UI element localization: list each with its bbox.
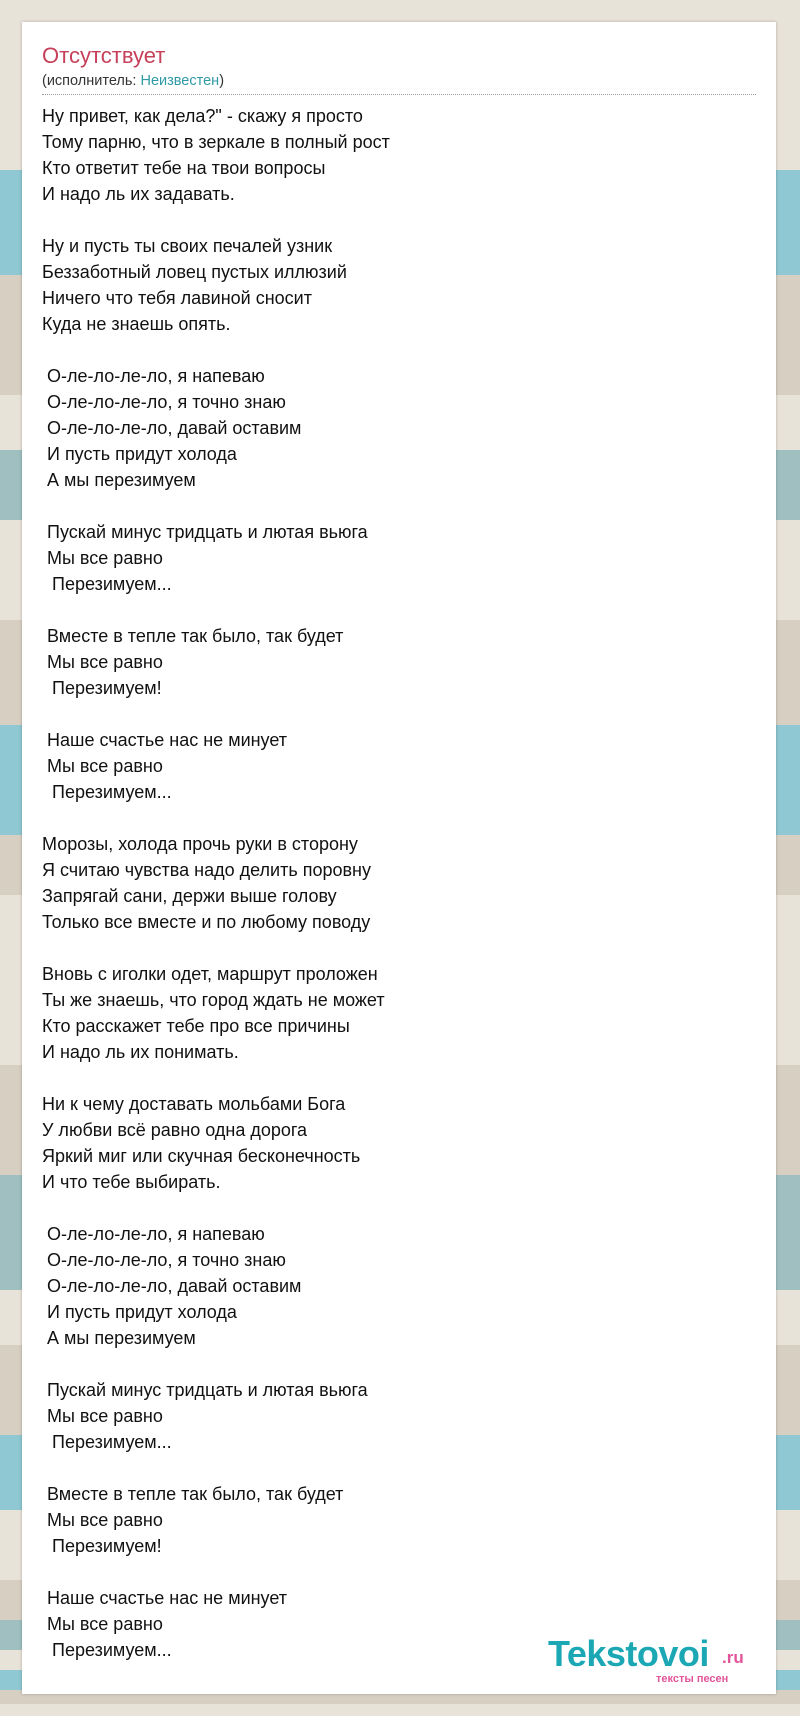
lyric-line: Перезимуем... — [42, 1640, 172, 1660]
lyric-line: А мы перезимуем — [42, 470, 196, 490]
lyric-blank-line — [42, 207, 762, 233]
lyrics-text — [42, 103, 762, 1663]
lyric-line: Беззаботный ловец пустых иллюзий — [42, 262, 347, 282]
artist-prefix: (исполнитель: — [42, 73, 141, 89]
lyric-line: Ни к чему доставать мольбами Бога — [42, 1094, 346, 1114]
lyric-line: Пускай минус тридцать и лютая вьюга — [42, 522, 368, 542]
lyric-line: Вместе в тепле так было, так будет — [42, 626, 344, 646]
lyric-line: Перезимуем! — [42, 1536, 162, 1556]
lyric-blank-line — [42, 935, 762, 961]
lyric-line: И надо ль их понимать. — [42, 1042, 239, 1062]
lyric-line: О-ле-ло-ле-ло, я напеваю — [42, 366, 265, 386]
artist-line — [42, 72, 224, 90]
lyric-line: Ничего что тебя лавиной сносит — [42, 288, 312, 308]
lyric-line: Яркий миг или скучная бесконечность — [42, 1146, 361, 1166]
lyric-line: У любви всё равно одна дорога — [42, 1120, 308, 1140]
lyric-line: Мы все равно — [42, 548, 163, 568]
lyric-line: И пусть придут холода — [42, 1302, 237, 1322]
lyric-line: Только все вместе и по любому поводу — [42, 912, 371, 932]
lyric-line: И что тебе выбирать. — [42, 1172, 221, 1192]
lyric-line: О-ле-ло-ле-ло, давай оставим — [42, 418, 302, 438]
lyric-line: Мы все равно — [42, 1510, 163, 1530]
lyric-blank-line — [42, 1559, 762, 1585]
lyric-blank-line — [42, 1195, 762, 1221]
lyric-blank-line — [42, 597, 762, 623]
song-title: Отсутствует — [42, 43, 166, 68]
lyric-line: Ну привет, как дела?" - скажу я просто — [42, 106, 363, 126]
logo-tagline: тексты песен — [656, 1673, 729, 1685]
lyric-line: Мы все равно — [42, 756, 163, 776]
lyric-blank-line — [42, 1351, 762, 1377]
artist-suffix: ) — [219, 73, 225, 89]
lyrics-card — [22, 22, 776, 1694]
lyric-line: Вместе в тепле так было, так будет — [42, 1484, 344, 1504]
lyric-blank-line — [42, 1065, 762, 1091]
lyric-line: Тому парню, что в зеркале в полный рост — [42, 132, 390, 152]
lyric-line: А мы перезимуем — [42, 1328, 196, 1348]
lyric-line: Мы все равно — [42, 1406, 163, 1426]
lyric-line: Наше счастье нас не минует — [42, 730, 288, 750]
lyric-line: Запрягай сани, держи выше голову — [42, 886, 337, 906]
lyric-line: Кто ответит тебе на твои вопросы — [42, 158, 326, 178]
lyric-line: О-ле-ло-ле-ло, я точно знаю — [42, 1250, 286, 1270]
lyric-line: Перезимуем! — [42, 678, 162, 698]
lyric-line: Перезимуем... — [42, 1432, 172, 1452]
lyric-blank-line — [42, 1455, 762, 1481]
lyric-line: Кто расскажет тебе про все причины — [42, 1016, 350, 1036]
lyric-blank-line — [42, 493, 762, 519]
lyric-line: Ты же знаешь, что город ждать не может — [42, 990, 385, 1010]
lyric-line: Мы все равно — [42, 1614, 163, 1634]
lyric-line: Перезимуем... — [42, 574, 172, 594]
artist-link[interactable]: Неизвестен — [140, 73, 220, 89]
lyric-line: Перезимуем... — [42, 782, 172, 802]
lyric-line: И пусть придут холода — [42, 444, 237, 464]
lyric-line: Я считаю чувства надо делить поровну — [42, 860, 371, 880]
site-logo[interactable] — [548, 1634, 768, 1696]
lyric-blank-line — [42, 805, 762, 831]
lyric-line: О-ле-ло-ле-ло, я напеваю — [42, 1224, 265, 1244]
lyric-blank-line — [42, 701, 762, 727]
lyric-line: Морозы, холода прочь руки в сторону — [42, 834, 358, 854]
title-divider — [42, 94, 756, 95]
lyric-line: Вновь с иголки одет, маршрут проложен — [42, 964, 378, 984]
lyric-line: О-ле-ло-ле-ло, я точно знаю — [42, 392, 286, 412]
background-stripe — [0, 1704, 800, 1716]
lyric-blank-line — [42, 337, 762, 363]
lyric-line: Куда не знаешь опять. — [42, 314, 231, 334]
lyric-line: И надо ль их задавать. — [42, 184, 235, 204]
lyric-line: Мы все равно — [42, 652, 163, 672]
lyric-line: О-ле-ло-ле-ло, давай оставим — [42, 1276, 302, 1296]
lyric-line: Пускай минус тридцать и лютая вьюга — [42, 1380, 368, 1400]
lyric-line: Наше счастье нас не минует — [42, 1588, 288, 1608]
lyric-line: Ну и пусть ты своих печалей узник — [42, 236, 333, 256]
logo-tld: .ru — [722, 1648, 744, 1667]
logo-name: Tekstovoi — [548, 1633, 709, 1674]
